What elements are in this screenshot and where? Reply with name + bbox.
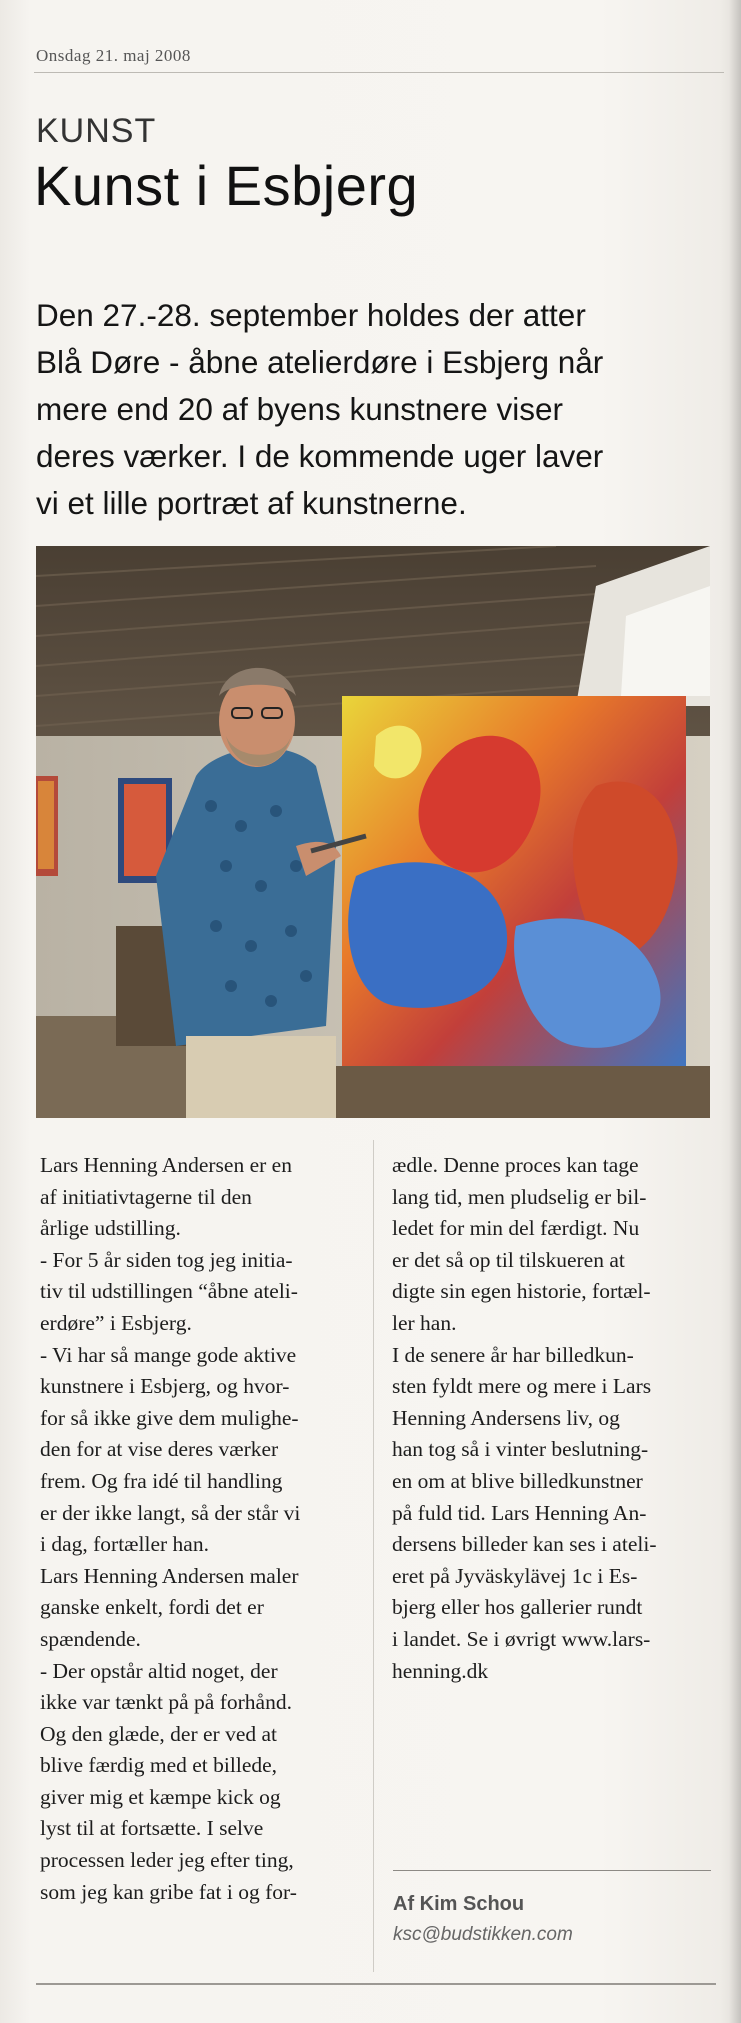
body-line: kunstnere i Esbjerg, og hvor- bbox=[40, 1374, 290, 1399]
body-line: tiv til udstillingen “åbne ateli- bbox=[40, 1279, 298, 1304]
body-line: på fuld tid. Lars Henning An- bbox=[392, 1500, 647, 1525]
body-column-right bbox=[392, 1150, 720, 1687]
body-line: digte sin egen historie, fortæl- bbox=[392, 1279, 651, 1304]
body-line: - Der opstår altid noget, der bbox=[40, 1658, 278, 1683]
website-link-line[interactable]: henning.dk bbox=[392, 1658, 489, 1683]
top-divider bbox=[34, 72, 724, 73]
body-line: i landet. Se i øvrigt www.lars- bbox=[392, 1626, 651, 1651]
body-line: - Vi har så mange gode aktive bbox=[40, 1342, 297, 1367]
body-line: spændende. bbox=[40, 1626, 141, 1651]
body-line: ler han. bbox=[392, 1310, 457, 1335]
body-line: af initiativtagerne til den bbox=[40, 1184, 252, 1209]
body-line: er det så op til tilskueren at bbox=[392, 1247, 625, 1272]
byline-divider bbox=[393, 1870, 711, 1871]
body-line: frem. Og fra idé til handling bbox=[40, 1468, 283, 1493]
lead-line: mere end 20 af byens kunstnere viser bbox=[36, 391, 564, 427]
body-line: giver mig et kæmpe kick og bbox=[40, 1784, 281, 1809]
body-line: ledet for min del færdigt. Nu bbox=[392, 1216, 640, 1241]
body-line: er der ikke langt, så der står vi bbox=[40, 1500, 301, 1525]
body-line: Henning Andersens liv, og bbox=[392, 1405, 620, 1430]
body-line: erdøre” i Esbjerg. bbox=[40, 1310, 192, 1335]
body-line: Lars Henning Andersen er en bbox=[40, 1153, 292, 1177]
body-line: I de senere år har billedkun- bbox=[392, 1342, 634, 1367]
lead-line: vi et lille portræt af kunstnerne. bbox=[36, 485, 467, 521]
article-lead bbox=[36, 292, 716, 527]
body-line: eret på Jyväskylävej 1c i Es- bbox=[392, 1563, 638, 1588]
body-line: Og den glæde, der er ved at bbox=[40, 1721, 278, 1746]
body-line: blive færdig med et billede, bbox=[40, 1753, 278, 1778]
body-line: sten fyldt mere og mere i Lars bbox=[392, 1374, 652, 1399]
body-line: lang tid, men pludselig er bil- bbox=[392, 1184, 647, 1209]
author-byline: Af Kim Schou bbox=[393, 1893, 525, 1915]
column-divider bbox=[373, 1140, 374, 1972]
body-line: - For 5 år siden tog jeg initia- bbox=[40, 1247, 293, 1272]
body-line: årlige udstilling. bbox=[40, 1216, 181, 1241]
lead-line: deres værker. I de kommende uger laver bbox=[36, 438, 604, 474]
article-headline: Kunst i Esbjerg bbox=[34, 154, 419, 217]
issue-date: Onsdag 21. maj 2008 bbox=[36, 46, 191, 65]
body-line: lyst til at fortsætte. I selve bbox=[40, 1816, 264, 1841]
body-line: den for at vise deres værker bbox=[40, 1437, 279, 1462]
body-line: Lars Henning Andersen maler bbox=[40, 1563, 299, 1588]
body-line: processen leder jeg efter ting, bbox=[40, 1848, 294, 1873]
body-line: dersens billeder kan ses i ateli- bbox=[392, 1532, 657, 1557]
section-kicker: KUNST bbox=[36, 112, 157, 150]
artist-portrait-photo bbox=[36, 546, 710, 1118]
body-line: han tog så i vinter beslutning- bbox=[392, 1437, 649, 1462]
body-line: ganske enkelt, fordi det er bbox=[40, 1595, 264, 1620]
body-line: i dag, fortæller han. bbox=[40, 1532, 209, 1557]
body-line: ædle. Denne proces kan tage bbox=[392, 1153, 639, 1177]
body-line: bjerg eller hos gallerier rundt bbox=[392, 1595, 643, 1620]
page-edge-shadow bbox=[729, 0, 741, 2023]
lead-line: Den 27.-28. september holdes der atter bbox=[36, 297, 586, 333]
body-line: som jeg kan gribe fat i og for- bbox=[40, 1879, 297, 1904]
author-email[interactable]: ksc@budstikken.com bbox=[393, 1924, 573, 1945]
bottom-divider bbox=[36, 1983, 716, 1985]
body-line: en om at blive billedkunstner bbox=[392, 1468, 643, 1493]
body-line: ikke var tænkt på på forhånd. bbox=[40, 1690, 292, 1715]
body-line: for så ikke give dem mulighe- bbox=[40, 1405, 299, 1430]
body-column-left bbox=[40, 1150, 358, 1908]
lead-line: Blå Døre - åbne atelierdøre i Esbjerg når bbox=[36, 344, 604, 380]
